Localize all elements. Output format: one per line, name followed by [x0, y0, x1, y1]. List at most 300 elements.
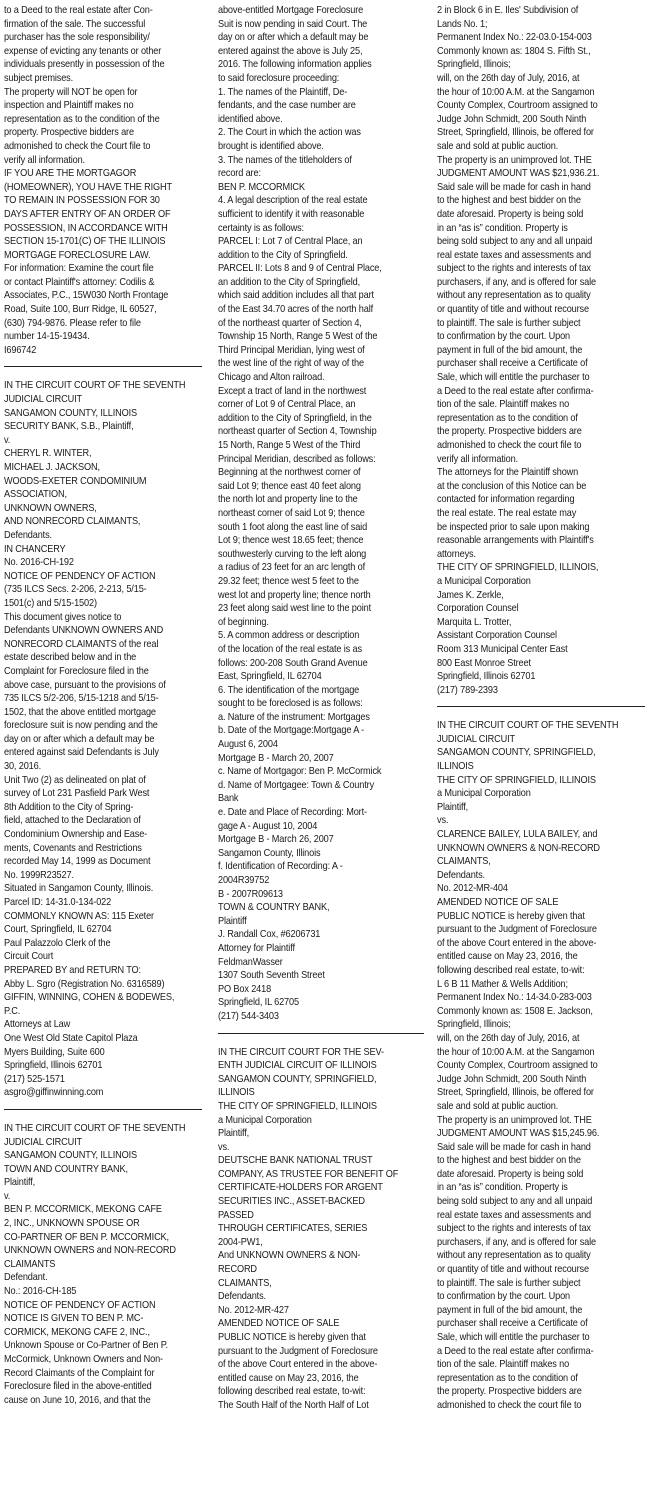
notice-line: west lot and property line; thence north [218, 589, 371, 601]
notice-line: representation as to the condition of [437, 412, 578, 424]
notice-line: sought to be foreclosed is as follows: [218, 698, 363, 710]
notice-line: reasonable arrangements with Plaintiff's [437, 535, 594, 547]
notice-line: real estate taxes and assessments and [437, 249, 592, 261]
notice-line: addition to the City of Springfield, in the [218, 412, 372, 424]
notice-line: Unit Two (2) as delineated on plat of [4, 774, 146, 786]
notice-line: d. Name of Mortgagee: Town & Country [218, 779, 375, 791]
notice-line: or contact Plaintiff's attorney: Codilis & [4, 276, 155, 288]
notice-line: sale and sold at public auction. [437, 1100, 559, 1112]
notice-line: 8th Addition to the City of Spring- [4, 801, 134, 813]
notice-line: the hour of 10:00 A.M. at the Sangamon [437, 86, 595, 98]
notice-line: B - 2007R09613 [218, 888, 283, 900]
notice-line: purchasers, if any, and is offered for sale [437, 1236, 596, 1248]
notice-line: Sale, which will entitle the purchaser to [437, 372, 590, 384]
notice-line: or quantity of title and without recourse [437, 1264, 589, 1276]
notice-line: a radius of 23 feet for an arc length of [218, 562, 366, 574]
notice-line: SANGAMON COUNTY, SPRINGFIELD, [437, 747, 596, 759]
notice-line: 4. A legal description of the real estate [218, 195, 368, 207]
notice-line: record are: [218, 168, 261, 180]
notice-line: TOWN & COUNTRY BANK, [218, 902, 330, 914]
notice-line: Permanent Index No.: 14-34.0-283-003 [437, 992, 592, 1004]
notice-line: v. [4, 434, 11, 446]
notice-line: J. Randall Cox, #6206731 [218, 929, 321, 941]
notice-line: 1. The names of the Plaintiff, De- [218, 86, 348, 98]
notice-line: above case, pursuant to the provisions of [4, 679, 166, 691]
notice-line: Marquita L. Trotter, [437, 616, 512, 628]
notice-line: an addition to the City of Springfield, [218, 276, 361, 288]
notice-line: v. [4, 1190, 11, 1202]
notice-line: Springfield, Illinois; [437, 1019, 511, 1031]
notice-line: of the northeast quarter of Section 4, [218, 317, 362, 329]
notice-divider [4, 1109, 202, 1110]
notice-line: Said sale will be made for cash in hand [437, 1141, 591, 1153]
notice-line: Unknown Spouse or Co-Partner of Ben P. [4, 1340, 168, 1352]
notice-line: THE CITY OF SPRINGFIELD, ILLINOIS, [437, 562, 599, 574]
notice-line: Beginning at the northwest corner of [218, 467, 361, 479]
notice-line: ILLINOIS [218, 1087, 255, 1099]
notice-line: verify all information. [4, 154, 85, 166]
notice-line: Condominium Ownership and Ease- [4, 829, 148, 841]
notice-line: 800 East Monroe Street [437, 657, 531, 669]
notice-line: 1501(c) and 5/15-1502) [4, 597, 97, 609]
notice-line: 29.32 feet; thence west 5 feet to the [218, 575, 359, 587]
notice-line: following described real estate, to-wit: [437, 964, 585, 976]
notice-line: the property. Prospective bidders are [437, 426, 582, 438]
notice-line: PARCEL II: Lots 8 and 9 of Central Place, [218, 263, 382, 275]
notice-line: Defendants. [4, 529, 52, 541]
notice-line: DAYS AFTER ENTRY OF AN ORDER OF [4, 208, 171, 220]
notice-line: CLAIMANTS, [218, 1277, 272, 1289]
notice-line: James K. Zerkle, [437, 589, 504, 601]
notice-line: SANGAMON COUNTY, ILLINOIS [4, 407, 138, 419]
notice-line: following described real estate, to-wit: [218, 1386, 366, 1398]
notice-line: THROUGH CERTIFICATES, SERIES [218, 1223, 368, 1235]
notice-line: PARCEL I: Lot 7 of Central Place, an [218, 236, 363, 248]
notice-line: County Complex, Courtroom assigned to [437, 100, 598, 112]
notice-line: Mortgage B - March 20, 2007 [218, 752, 334, 764]
notice-line: to the highest and best bidder on the [437, 195, 581, 207]
notice-line: without any representation as to quality [437, 1250, 591, 1262]
notice-line: Except a tract of land in the northwest [218, 385, 367, 397]
notice-line: inspection and Plaintiff makes no [4, 100, 134, 112]
notice-line: a Deed to the real estate after confirma- [437, 385, 594, 397]
notice-line: COMMONLY KNOWN AS: 115 Exeter [4, 910, 154, 922]
notice-line: NONRECORD CLAIMANTS of the real [4, 638, 159, 650]
notice-line: PUBLIC NOTICE is hereby given that [218, 1332, 366, 1343]
notice-line: Sangamon County, Illinois [218, 847, 321, 859]
notice-line: SECURITY BANK, S.B., Plaintiff, [4, 421, 134, 433]
notice-line: addition to the City of Springfield. [218, 249, 348, 261]
notice-line: Springfield, Illinois 62701 [437, 671, 536, 683]
notice-line: to said foreclosure proceeding: [218, 72, 340, 84]
notice-line: will, on the 26th day of July, 2016, at [437, 1032, 580, 1044]
notice-line: Suit is now pending in said Court. The [218, 18, 368, 30]
notice-line: Springfield, Illinois; [437, 59, 511, 71]
notice-line: 1502, that the above entitled mortgage [4, 706, 156, 718]
notice-line: vs. [218, 1141, 230, 1153]
notice-line: Lot 9; thence west 18.65 feet; thence [218, 535, 364, 547]
notice-line: survey of Lot 231 Pasfield Park West [4, 788, 150, 800]
notice-line: No. 2012-MR-404 [437, 883, 508, 895]
notice-line: GIFFIN, WINNING, COHEN & BODEWES, [4, 992, 175, 1004]
notice-line: or quantity of title and without recourse [437, 304, 589, 316]
notice-line: Commonly known as: 1804 S. Fifth St., [437, 45, 591, 57]
notice-line: property. Prospective bidders are [4, 127, 134, 139]
notice-line: And UNKNOWN OWNERS & NON- [218, 1250, 361, 1262]
notice-line: Associates, P.C., 15W030 North Frontage [4, 290, 169, 302]
notice-line: Plaintiff, [218, 1128, 250, 1140]
notice-line: Myers Building, Suite 600 [4, 1046, 105, 1058]
notice-line: ENTH JUDICIAL CIRCUIT OF ILLINOIS [218, 1060, 377, 1072]
notice-line: AMENDED NOTICE OF SALE [218, 1318, 340, 1330]
notice-line: gage A - August 10, 2004 [218, 820, 318, 832]
notice-line: of the above Court entered in the above- [218, 1359, 378, 1371]
notice-line: 2004-PW1, [218, 1236, 263, 1248]
notice-line: 2016. The following information applies [218, 59, 372, 71]
notice-line: WOODS-EXETER CONDOMINIUM [4, 475, 147, 487]
notice-line: to confirmation by the court. Upon [437, 1291, 571, 1303]
notice-line: THE CITY OF SPRINGFIELD, ILLINOIS [437, 774, 596, 786]
notice-line: purchaser shall receive a Certificate of [437, 358, 588, 370]
notice-line: in an “as is” condition. Property is [437, 222, 568, 234]
notice-line: firmation of the sale. The successful [4, 18, 146, 30]
column-3 [437, 4, 645, 1413]
notice-line: COMPANY, AS TRUSTEE FOR BENEFIT OF [218, 1168, 399, 1180]
notice-line: to plaintiff. The sale is further subject [437, 317, 581, 329]
legal-notice [4, 4, 202, 357]
notice-line: south 1 foot along the east line of said [218, 521, 368, 533]
notice-line: One West Old State Capitol Plaza [4, 1032, 138, 1044]
notice-line: of beginning. [218, 616, 269, 628]
notice-line: RECORD [218, 1264, 257, 1276]
notice-line: SECTION 15-1701(C) OF THE ILLINOIS [4, 236, 166, 248]
notice-line: JUDICIAL CIRCUIT [437, 733, 515, 745]
notice-line: Defendants. [218, 1291, 266, 1303]
notice-line: IF YOU ARE THE MORTGAGOR [4, 168, 137, 180]
notice-line: will, on the 26th day of July, 2016, at [437, 72, 580, 84]
notice-line: above-entitled Mortgage Foreclosure [218, 5, 364, 16]
notice-line: Permanent Index No.: 22-03.0-154-003 [437, 32, 592, 44]
notice-line: JUDICIAL CIRCUIT [4, 394, 82, 406]
notice-line: entitled cause on May 23, 2016, the [218, 1372, 359, 1384]
notice-line: certainty is as follows: [218, 222, 304, 234]
notice-line: Township 15 North, Range 5 West of the [218, 331, 378, 343]
notice-line: IN THE CIRCUIT COURT OF THE SEVENTH [4, 380, 186, 392]
notice-divider [437, 706, 645, 707]
notice-line: 3. The names of the titleholders of [218, 154, 352, 166]
notice-line: THE CITY OF SPRINGFIELD, ILLINOIS [218, 1100, 377, 1112]
notice-line: (630) 794-9876. Please refer to file [4, 317, 141, 329]
notice-line: IN THE CIRCUIT COURT FOR THE SEV- [218, 1046, 384, 1058]
notice-line: pursuant to the Judgment of Foreclosure [218, 1345, 378, 1357]
notice-line: AMENDED NOTICE OF SALE [437, 897, 559, 908]
notice-line: ments, Covenants and Restrictions [4, 842, 142, 854]
notice-line: Said sale will be made for cash in hand [437, 181, 591, 193]
notice-line: CERTIFICATE-HOLDERS FOR ARGENT [218, 1182, 383, 1194]
notice-line: BEN P. MCCORMICK, MEKONG CAFE [4, 1204, 162, 1216]
notice-line: the hour of 10:00 A.M. at the Sangamon [437, 1046, 595, 1058]
notice-line: 30, 2016. [4, 761, 42, 773]
notice-line: DEUTSCHE BANK NATIONAL TRUST [218, 1155, 373, 1167]
notice-line: representation as to the condition of [437, 1372, 578, 1384]
notice-line: This document gives notice to [4, 611, 122, 623]
notice-line: Court, Springfield, IL 62704 [4, 924, 112, 936]
notice-line: CLARENCE BAILEY, LULA BAILEY, and [437, 829, 598, 841]
notice-line: a. Nature of the instrument: Mortgages [218, 711, 370, 723]
notice-line: to confirmation by the court. Upon [437, 331, 571, 343]
notice-line: the real estate. The real estate may [437, 507, 577, 519]
notice-line: PO Box 2418 [218, 983, 272, 995]
notice-line: 1307 South Seventh Street [218, 970, 325, 982]
notice-line: The South Half of the North Half of Lot [218, 1399, 369, 1411]
notice-line: TO REMAIN IN POSSESSION FOR 30 [4, 195, 160, 207]
notice-line: corner of Lot 9 of Central Place, an [218, 399, 356, 411]
notice-line: Plaintiff, [437, 801, 469, 813]
notice-line: subject to the rights and interests of tax [437, 1223, 591, 1235]
notice-line: to a Deed to the real estate after Con- [4, 5, 153, 16]
notice-line: I696742 [4, 344, 37, 356]
notice-line: payment in full of the bid amount, the [437, 344, 583, 356]
notice-line: the property. Prospective bidders are [437, 1386, 582, 1398]
notice-line: August 6, 2004 [218, 739, 278, 751]
notice-line: AND NONRECORD CLAIMANTS, [4, 516, 141, 528]
notice-line: The property is an unimproved lot. THE [437, 154, 592, 166]
notice-line: Complaint for Foreclosure filed in the [4, 665, 149, 677]
notice-line: b. Date of the Mortgage:Mortgage A - [218, 725, 365, 737]
notice-line: Assistant Corporation Counsel [437, 630, 557, 642]
notice-line: Circuit Court [4, 951, 54, 963]
notice-line: admonished to check the Court file to [4, 140, 151, 152]
notice-line: Street, Springfield, Illinois, be offered for [437, 127, 594, 139]
notice-line: (217) 525-1571 [4, 1073, 65, 1085]
notice-line: County Complex, Courtroom assigned to [437, 1060, 598, 1072]
legal-notice [218, 1046, 424, 1413]
notice-line: day on or after which a default may be [218, 32, 369, 44]
notice-line: a Municipal Corporation [437, 788, 531, 800]
notice-line: Situated in Sangamon County, Illinois. [4, 883, 154, 895]
notice-line: follows: 200-208 South Grand Avenue [218, 657, 368, 669]
notice-line: field, attached to the Declaration of [4, 815, 141, 827]
notice-line: UNKNOWN OWNERS, [4, 502, 97, 514]
notice-line: number 14-15-19434. [4, 331, 90, 343]
notice-line: of the location of the real estate is as [218, 643, 362, 655]
notice-line: For information: Examine the court file [4, 263, 154, 275]
notice-line: NOTICE IS GIVEN TO BEN P. MC- [4, 1313, 144, 1325]
notice-line: PREPARED BY and RETURN TO: [4, 964, 141, 976]
notice-line: Plaintiff [218, 915, 247, 927]
notice-line: IN THE CIRCUIT COURT OF THE SEVENTH [4, 1122, 186, 1134]
notice-line: POSSESSION, IN ACCORDANCE WITH [4, 222, 168, 234]
notice-divider [218, 1033, 424, 1034]
notice-line: CO-PARTNER OF BEN P. MCCORMICK, [4, 1231, 169, 1243]
notice-line: No.: 2016-CH-185 [4, 1286, 77, 1298]
notice-line: The attorneys for the Plaintiff shown [437, 467, 579, 479]
notice-line: northeast quarter of Section 4, Township [218, 426, 377, 438]
notice-line: attorneys. [437, 548, 476, 560]
notice-line: ASSOCIATION, [4, 489, 67, 501]
notice-line: a Municipal Corporation [218, 1114, 312, 1126]
notice-line: a Deed to the real estate after confirma- [437, 1345, 594, 1357]
notice-line: entered against the above is July 25, [218, 45, 363, 57]
notice-line: brought is identified above. [218, 140, 324, 152]
legal-notice [4, 1122, 202, 1407]
notice-line: Attorneys at Law [4, 1019, 71, 1031]
notice-line: at the conclusion of this Notice can be [437, 480, 587, 492]
legal-notice [218, 4, 424, 1024]
notice-line: UNKNOWN OWNERS and NON-RECORD [4, 1245, 176, 1257]
notice-line: verify all information. [437, 453, 518, 465]
notice-line: to the highest and best bidder on the [437, 1155, 581, 1167]
notice-line: Foreclosure filed in the above-entitled [4, 1381, 152, 1393]
notice-line: Abby L. Sgro (Registration No. 6316589) [4, 978, 165, 990]
notice-divider [4, 366, 202, 367]
notice-line: Lands No. 1; [437, 18, 488, 30]
notice-line: 6. The identification of the mortgage [218, 684, 360, 696]
notice-line: fendants, and the case number are [218, 100, 356, 112]
notice-line: NOTICE OF PENDENCY OF ACTION [4, 1299, 156, 1311]
notice-line: No. 1999R23527. [4, 869, 74, 881]
notice-line: PUBLIC NOTICE is hereby given that [437, 910, 585, 922]
notice-line: Paul Palazzolo Clerk of the [4, 937, 111, 949]
legal-notice [437, 719, 645, 1412]
notice-line: tion of the sale. Plaintiff makes no [437, 399, 570, 411]
notice-line: 15 North, Range 5 West of the Third [218, 440, 361, 451]
notice-line: CLAIMANTS [4, 1258, 56, 1270]
notice-line: Judge John Schmidt, 200 South Ninth [437, 1073, 587, 1085]
notice-line: Defendants. [437, 869, 485, 881]
notice-line: Chicago and Alton railroad. [218, 372, 325, 384]
notice-line: Record Claimants of the Complaint for [4, 1367, 155, 1379]
notice-line: CLAIMANTS, [437, 856, 491, 868]
notice-line: southwesterly curving to the left along [218, 548, 367, 560]
notice-line: Street, Springfield, Illinois, be offered for [437, 1087, 594, 1099]
notice-line: tion of the sale. Plaintiff makes no [437, 1359, 570, 1371]
notice-line: Attorney for Plaintiff [218, 942, 295, 954]
notice-line: purchaser has the sole responsibility/ [4, 32, 150, 44]
notice-line: MICHAEL J. JACKSON, [4, 462, 100, 473]
notice-line: northeast corner of said Lot 9; thence [218, 507, 365, 519]
notice-line: entitled cause on May 23, 2016, the [437, 951, 578, 963]
notice-line: Defendant. [4, 1272, 48, 1284]
notice-line: No. 2012-MR-427 [218, 1304, 289, 1316]
notice-line: Bank [218, 793, 239, 805]
column-2 [218, 4, 424, 1413]
notice-line: representation as to the condition of the [4, 113, 160, 125]
notice-line: Mortgage B - March 26, 2007 [218, 834, 334, 846]
notice-line: SECURITIES INC., ASSET-BACKED [218, 1196, 365, 1208]
notice-line: CHERYL R. WINTER, [4, 448, 92, 460]
notice-line: CORMICK, MEKONG CAFE 2, INC., [4, 1326, 150, 1338]
notice-line: c. Name of Mortgagor: Ben P. McCormick [218, 766, 382, 778]
notice-line: the west line of the right of way of the [218, 358, 364, 370]
notice-line: 2 in Block 6 in E. Iles' Subdivision of [437, 5, 579, 16]
notice-line: (HOMEOWNER), YOU HAVE THE RIGHT [4, 181, 173, 193]
notice-line: IN CHANCERY [4, 543, 66, 555]
notice-line: Room 313 Municipal Center East [437, 643, 568, 655]
notice-line: vs. [437, 815, 449, 827]
notice-line: East, Springfield, IL 62704 [218, 671, 322, 683]
notice-line: ILLINOIS [437, 761, 474, 773]
notice-line: being sold subject to any and all unpaid [437, 236, 593, 248]
notice-line: purchasers, if any, and is offered for sale [437, 276, 596, 288]
notice-line: Principal Meridian, described as follows: [218, 453, 376, 465]
notice-line: individuals presently in possession of the [4, 59, 165, 71]
notice-line: date aforesaid. Property is being sold [437, 1168, 584, 1180]
notice-line: payment in full of the bid amount, the [437, 1304, 583, 1316]
notice-line: f. Identification of Recording: A - [218, 861, 343, 873]
notice-line: to plaintiff. The sale is further subject [437, 1277, 581, 1289]
notice-line: Defendants UNKNOWN OWNERS AND [4, 625, 164, 637]
notice-line: Corporation Counsel [437, 603, 519, 615]
notice-line: entered against said Defendants is July [4, 747, 159, 759]
notice-line: admonished to check the court file to [437, 440, 582, 451]
notice-line: No. 2016-CH-192 [4, 557, 74, 569]
notice-line: PASSED [218, 1209, 254, 1221]
notice-line: Springfield, IL 62705 [218, 997, 299, 1009]
notice-line: contacted for information regarding [437, 494, 575, 506]
notice-line: purchaser shall receive a Certificate of [437, 1318, 588, 1330]
notice-line: subject premises. [4, 72, 74, 84]
notice-line: IN THE CIRCUIT COURT OF THE SEVENTH [437, 720, 619, 732]
notice-line: of the above Court entered in the above- [437, 937, 597, 949]
notice-line: UNKNOWN OWNERS & NON-RECORD [437, 842, 600, 854]
notice-line: cause on June 10, 2016, and that the [4, 1394, 151, 1406]
notice-line: Road, Suite 100, Burr Ridge, IL 60527, [4, 304, 157, 316]
notice-line: Plaintiff, [4, 1177, 36, 1189]
notice-line: 2, INC., UNKNOWN SPOUSE OR [4, 1218, 140, 1230]
notice-line: in an “as is” condition. Property is [437, 1182, 568, 1194]
notice-line: The property will NOT be open for [4, 86, 138, 98]
notice-line: estate described below and in the [4, 652, 137, 664]
notice-line: BEN P. MCCORMICK [218, 181, 305, 193]
notice-line: pursuant to the Judgment of Foreclosure [437, 924, 597, 936]
notice-line: SANGAMON COUNTY, SPRINGFIELD, [218, 1073, 377, 1085]
notice-line: Parcel ID: 14-31.0-134-022 [4, 897, 112, 908]
notice-line: expense of evicting any tenants or other [4, 45, 162, 57]
notice-line: asgro@giffinwinning.com [4, 1087, 104, 1099]
notice-line: 23 feet along said west line to the point [218, 603, 371, 615]
notice-line: MORTGAGE FORECLOSURE LAW. [4, 249, 151, 261]
notice-line: a Municipal Corporation [437, 575, 531, 587]
legal-notice [4, 379, 202, 1099]
notice-line: JUDGMENT AMOUNT WAS $21,936.21. [437, 168, 600, 180]
notice-line: (217) 544-3403 [218, 1010, 279, 1022]
notice-line: foreclosure suit is now pending and the [4, 720, 158, 732]
notice-line: sale and sold at public auction. [437, 140, 559, 152]
notice-line: Judge John Schmidt, 200 South Ninth [437, 113, 587, 125]
notice-line: identified above. [218, 113, 283, 125]
notice-line: the north lot and property line to the [218, 494, 358, 506]
notice-line: (735 ILCS Secs. 2-206, 2-213, 5/15- [4, 584, 147, 596]
notice-line: Sale, which will entitle the purchaser to [437, 1332, 590, 1343]
notice-line: NOTICE OF PENDENCY OF ACTION [4, 570, 156, 582]
notice-line: P.C. [4, 1005, 21, 1017]
notice-line: e. Date and Place of Recording: Mort- [218, 807, 367, 819]
notice-line: (217) 789-2393 [437, 684, 498, 696]
notice-line: 2004R39752 [218, 875, 270, 886]
notice-line: McCormick, Unknown Owners and Non- [4, 1354, 163, 1365]
notice-line: The property is an unimproved lot. THE [437, 1114, 592, 1126]
notice-line: be inspected prior to sale upon making [437, 521, 590, 533]
notice-line: subject to the rights and interests of tax [437, 263, 591, 275]
notice-line: 2. The Court in which the action was [218, 127, 361, 139]
notice-line: 5. A common address or description [218, 630, 360, 642]
notice-line: being sold subject to any and all unpaid [437, 1196, 593, 1208]
notice-line: admonished to check the court file to [437, 1399, 582, 1411]
notice-line: JUDGMENT AMOUNT WAS $15,245.96. [437, 1128, 600, 1140]
notice-line: recorded May 14, 1999 as Document [4, 856, 151, 868]
notice-line: which said addition includes all that part [218, 290, 374, 302]
